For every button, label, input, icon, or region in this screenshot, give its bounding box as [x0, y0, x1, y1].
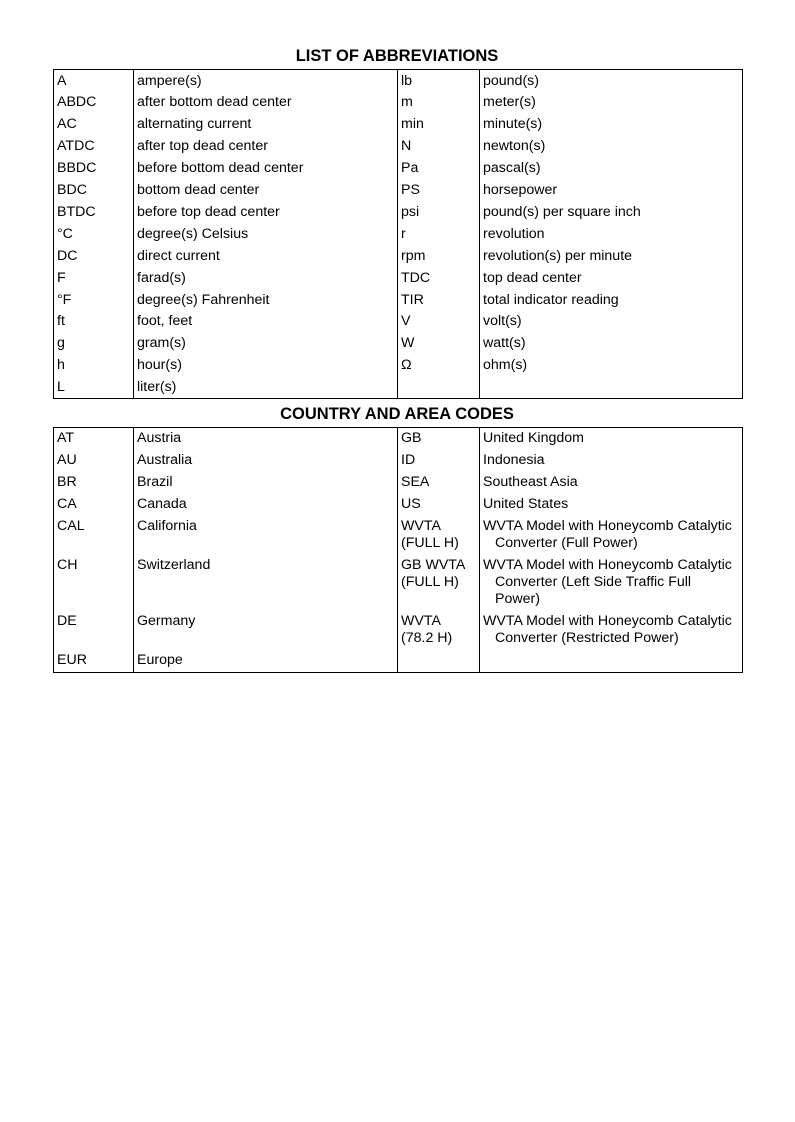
abbreviation-cell-text: TIR: [401, 291, 424, 308]
meaning-cell: [134, 376, 398, 398]
country-name-cell-text: Canada: [137, 496, 187, 513]
abbreviation-cell-text: g: [57, 335, 65, 352]
country-code-cell-text: DE: [57, 613, 77, 630]
table-row: [54, 92, 743, 114]
meaning-cell-text: volt(s): [483, 313, 522, 330]
country-name-cell-text: California: [137, 518, 197, 535]
country-name-cell-text: United States: [483, 496, 569, 513]
table-row: [54, 555, 743, 611]
country-codes-table: [53, 427, 743, 673]
meaning-cell: [134, 355, 398, 377]
country-name-cell: [480, 555, 743, 611]
meaning-cell-text: ohm(s): [483, 357, 528, 374]
abbreviations-title: LIST OF ABBREVIATIONS: [295, 47, 499, 65]
meaning-cell: [134, 179, 398, 201]
abbreviation-cell: [54, 179, 134, 201]
meaning-cell-text: after bottom dead center: [137, 94, 292, 111]
abbreviation-cell: [54, 70, 134, 92]
country-name-cell-text: Austria: [137, 430, 182, 447]
abbreviation-cell-text: psi: [401, 203, 420, 220]
abbreviation-cell-text: ft: [57, 313, 65, 330]
country-name-cell: [480, 450, 743, 472]
meaning-cell-text: liter(s): [137, 379, 177, 396]
country-name-cell: [134, 450, 398, 472]
table-row: [54, 267, 743, 289]
country-name-cell-text: Southeast Asia: [483, 474, 578, 491]
meaning-cell: [480, 114, 743, 136]
meaning-cell: [480, 223, 743, 245]
country-code-cell: [54, 494, 134, 516]
country-code-cell-text: CH: [57, 557, 78, 574]
table-row: [54, 650, 743, 672]
table-row: [54, 179, 743, 201]
abbreviation-cell: [398, 267, 480, 289]
meaning-cell-text: pound(s) per square inch: [483, 203, 641, 220]
meaning-cell-text: revolution(s) per minute: [483, 247, 633, 264]
abbreviation-cell: [54, 92, 134, 114]
country-name-cell: [480, 428, 743, 450]
country-code-cell: [54, 611, 134, 650]
table-row: [54, 201, 743, 223]
abbreviation-cell: [398, 376, 480, 398]
country-code-cell: [54, 428, 134, 450]
abbreviation-cell-text: AC: [57, 116, 77, 133]
meaning-cell-text: bottom dead center: [137, 182, 260, 199]
abbreviation-cell: [398, 311, 480, 333]
country-name-cell-text: Brazil: [137, 474, 173, 491]
abbreviation-cell: [54, 267, 134, 289]
country-code-cell-text: GB: [401, 430, 422, 447]
abbreviation-cell-text: W: [401, 335, 415, 352]
table-row: [54, 494, 743, 516]
table-row: [54, 223, 743, 245]
meaning-cell-text: foot, feet: [137, 313, 193, 330]
abbreviation-cell-text: F: [57, 269, 66, 286]
meaning-cell: [134, 267, 398, 289]
abbreviation-cell-text: h: [57, 357, 65, 374]
meaning-cell: [480, 289, 743, 311]
abbreviation-cell: [54, 245, 134, 267]
country-name-cell: [134, 650, 398, 672]
country-name-cell-text: Europe: [137, 652, 183, 669]
meaning-cell-text: gram(s): [137, 335, 186, 352]
abbreviation-cell: [54, 289, 134, 311]
country-name-cell: [480, 472, 743, 494]
meaning-cell: [134, 70, 398, 92]
abbreviation-cell-text: L: [57, 379, 65, 396]
country-code-cell: [398, 450, 480, 472]
meaning-cell-text: degree(s) Fahrenheit: [137, 291, 270, 308]
abbreviation-cell: [54, 333, 134, 355]
table-row: [54, 136, 743, 158]
country-code-cell-text: CAL: [57, 518, 85, 535]
table-row: [54, 70, 743, 92]
meaning-cell-text: revolution: [483, 225, 545, 242]
country-name-cell: [134, 428, 398, 450]
abbreviation-cell-text: min: [401, 116, 424, 133]
table-row: [54, 428, 743, 450]
abbreviation-cell: [54, 114, 134, 136]
meaning-cell: [480, 92, 743, 114]
table-row: [54, 245, 743, 267]
meaning-cell: [480, 355, 743, 377]
abbreviation-cell: [54, 201, 134, 223]
meaning-cell: [480, 333, 743, 355]
abbreviation-cell: [398, 179, 480, 201]
meaning-cell-text: hour(s): [137, 357, 182, 374]
country-name-cell: [134, 494, 398, 516]
meaning-cell-text: total indicator reading: [483, 291, 619, 308]
country-code-cell: [54, 450, 134, 472]
country-code-cell-text: WVTA (FULL H): [401, 518, 459, 552]
abbreviation-cell: [398, 114, 480, 136]
meaning-cell: [134, 158, 398, 180]
abbreviation-cell-text: Pa: [401, 160, 419, 177]
abbreviations-table: [53, 69, 743, 399]
abbreviation-cell: [54, 376, 134, 398]
country-name-cell: [134, 555, 398, 611]
table-row: [54, 311, 743, 333]
abbreviation-cell: [398, 136, 480, 158]
meaning-cell-text: pascal(s): [483, 160, 541, 177]
abbreviation-cell-text: N: [401, 138, 412, 155]
abbreviation-cell-text: BTDC: [57, 203, 96, 220]
meaning-cell-text: meter(s): [483, 94, 536, 111]
meaning-cell-text: alternating current: [137, 116, 252, 133]
table-row: [54, 333, 743, 355]
country-name-cell-text: Indonesia: [483, 452, 545, 469]
abbreviation-cell: [398, 223, 480, 245]
meaning-cell-text: ampere(s): [137, 72, 202, 89]
meaning-cell: [480, 158, 743, 180]
abbreviation-cell-text: DC: [57, 247, 78, 264]
country-name-cell-text: Germany: [137, 613, 196, 630]
country-code-cell: [398, 428, 480, 450]
table-row: [54, 355, 743, 377]
table-row: [54, 114, 743, 136]
meaning-cell: [134, 289, 398, 311]
abbreviation-cell-text: BBDC: [57, 160, 97, 177]
abbreviation-cell-text: lb: [401, 72, 413, 89]
country-code-cell: [54, 516, 134, 555]
country-code-cell: [398, 555, 480, 611]
abbreviation-cell: [54, 223, 134, 245]
country-name-cell-text: WVTA Model with Honeycomb Catalytic Converter (Restricted Power): [483, 613, 732, 647]
abbreviation-cell-text: °F: [57, 291, 72, 308]
abbreviation-cell: [54, 355, 134, 377]
country-name-cell-text: WVTA Model with Honeycomb Catalytic Converter (Full Power): [483, 518, 732, 552]
country-code-cell-text: AU: [57, 452, 77, 469]
table-row: [54, 472, 743, 494]
abbreviation-cell-text: ABDC: [57, 94, 97, 111]
abbreviation-cell-text: rpm: [401, 247, 426, 264]
abbreviation-cell-text: Ω: [401, 357, 412, 374]
abbreviation-cell: [398, 158, 480, 180]
abbreviation-cell: [398, 289, 480, 311]
meaning-cell-text: horsepower: [483, 182, 558, 199]
abbreviation-cell-text: PS: [401, 182, 420, 199]
abbreviation-cell: [398, 355, 480, 377]
meaning-cell-text: direct current: [137, 247, 220, 264]
country-name-cell: [480, 494, 743, 516]
meaning-cell: [134, 201, 398, 223]
country-code-cell-text: EUR: [57, 652, 87, 669]
abbreviation-cell: [398, 92, 480, 114]
country-name-cell: [134, 611, 398, 650]
meaning-cell-text: top dead center: [483, 269, 582, 286]
meaning-cell: [480, 201, 743, 223]
country-code-cell-text: CA: [57, 496, 77, 513]
abbreviation-cell-text: BDC: [57, 182, 87, 199]
abbreviation-cell: [398, 70, 480, 92]
country-code-cell: [398, 494, 480, 516]
meaning-cell: [134, 114, 398, 136]
abbreviation-cell: [398, 201, 480, 223]
abbreviation-cell-text: r: [401, 225, 406, 242]
country-name-cell: [134, 472, 398, 494]
meaning-cell-text: watt(s): [483, 335, 526, 352]
meaning-cell-text: before top dead center: [137, 203, 280, 220]
table-row: [54, 289, 743, 311]
abbreviation-cell-text: A: [57, 72, 67, 89]
country-code-cell-text: WVTA (78.2 H): [401, 613, 453, 647]
country-name-cell: [480, 650, 743, 672]
country-name-cell-text: United Kingdom: [483, 430, 584, 447]
meaning-cell-text: farad(s): [137, 269, 186, 286]
country-name-cell-text: Australia: [137, 452, 193, 469]
meaning-cell-text: minute(s): [483, 116, 543, 133]
table-row: [54, 158, 743, 180]
country-name-cell: [480, 611, 743, 650]
meaning-cell: [134, 245, 398, 267]
meaning-cell: [134, 311, 398, 333]
meaning-cell: [480, 267, 743, 289]
abbreviation-cell: [54, 158, 134, 180]
country-code-cell: [398, 650, 480, 672]
table-row: [54, 450, 743, 472]
meaning-cell: [134, 136, 398, 158]
meaning-cell: [480, 136, 743, 158]
abbreviation-cell-text: °C: [57, 225, 73, 242]
meaning-cell: [480, 70, 743, 92]
abbreviation-cell: [54, 136, 134, 158]
abbreviation-cell-text: TDC: [401, 269, 431, 286]
country-name-cell-text: Switzerland: [137, 557, 211, 574]
meaning-cell: [134, 223, 398, 245]
meaning-cell: [134, 333, 398, 355]
table-row: [54, 611, 743, 650]
country-code-cell: [398, 611, 480, 650]
country-code-cell: [54, 472, 134, 494]
meaning-cell-text: after top dead center: [137, 138, 268, 155]
abbreviation-cell-text: m: [401, 94, 413, 111]
meaning-cell: [480, 179, 743, 201]
table-row: [54, 516, 743, 555]
table-row: [54, 376, 743, 398]
abbreviation-cell: [398, 333, 480, 355]
country-code-cell-text: SEA: [401, 474, 430, 491]
meaning-cell-text: degree(s) Celsius: [137, 225, 249, 242]
meaning-cell-text: newton(s): [483, 138, 546, 155]
country-code-cell-text: AT: [57, 430, 75, 447]
meaning-cell-text: pound(s): [483, 72, 539, 89]
meaning-cell: [480, 311, 743, 333]
abbreviation-cell-text: ATDC: [57, 138, 95, 155]
meaning-cell: [134, 92, 398, 114]
country-codes-title: COUNTRY AND AREA CODES: [280, 405, 514, 423]
country-code-cell-text: US: [401, 496, 421, 513]
abbreviation-cell-text: V: [401, 313, 411, 330]
country-name-cell: [134, 516, 398, 555]
meaning-cell: [480, 245, 743, 267]
country-name-cell: [480, 516, 743, 555]
country-code-cell-text: ID: [401, 452, 416, 469]
country-code-cell-text: GB WVTA (FULL H): [401, 557, 465, 591]
country-code-cell-text: BR: [57, 474, 77, 491]
abbreviation-cell: [54, 311, 134, 333]
country-code-cell: [54, 650, 134, 672]
abbreviation-cell: [398, 245, 480, 267]
country-code-cell: [398, 472, 480, 494]
country-code-cell: [398, 516, 480, 555]
meaning-cell: [480, 376, 743, 398]
meaning-cell-text: before bottom dead center: [137, 160, 304, 177]
country-name-cell-text: WVTA Model with Honeycomb Catalytic Converter (Left Side Traffic Full Power): [483, 557, 732, 608]
country-code-cell: [54, 555, 134, 611]
